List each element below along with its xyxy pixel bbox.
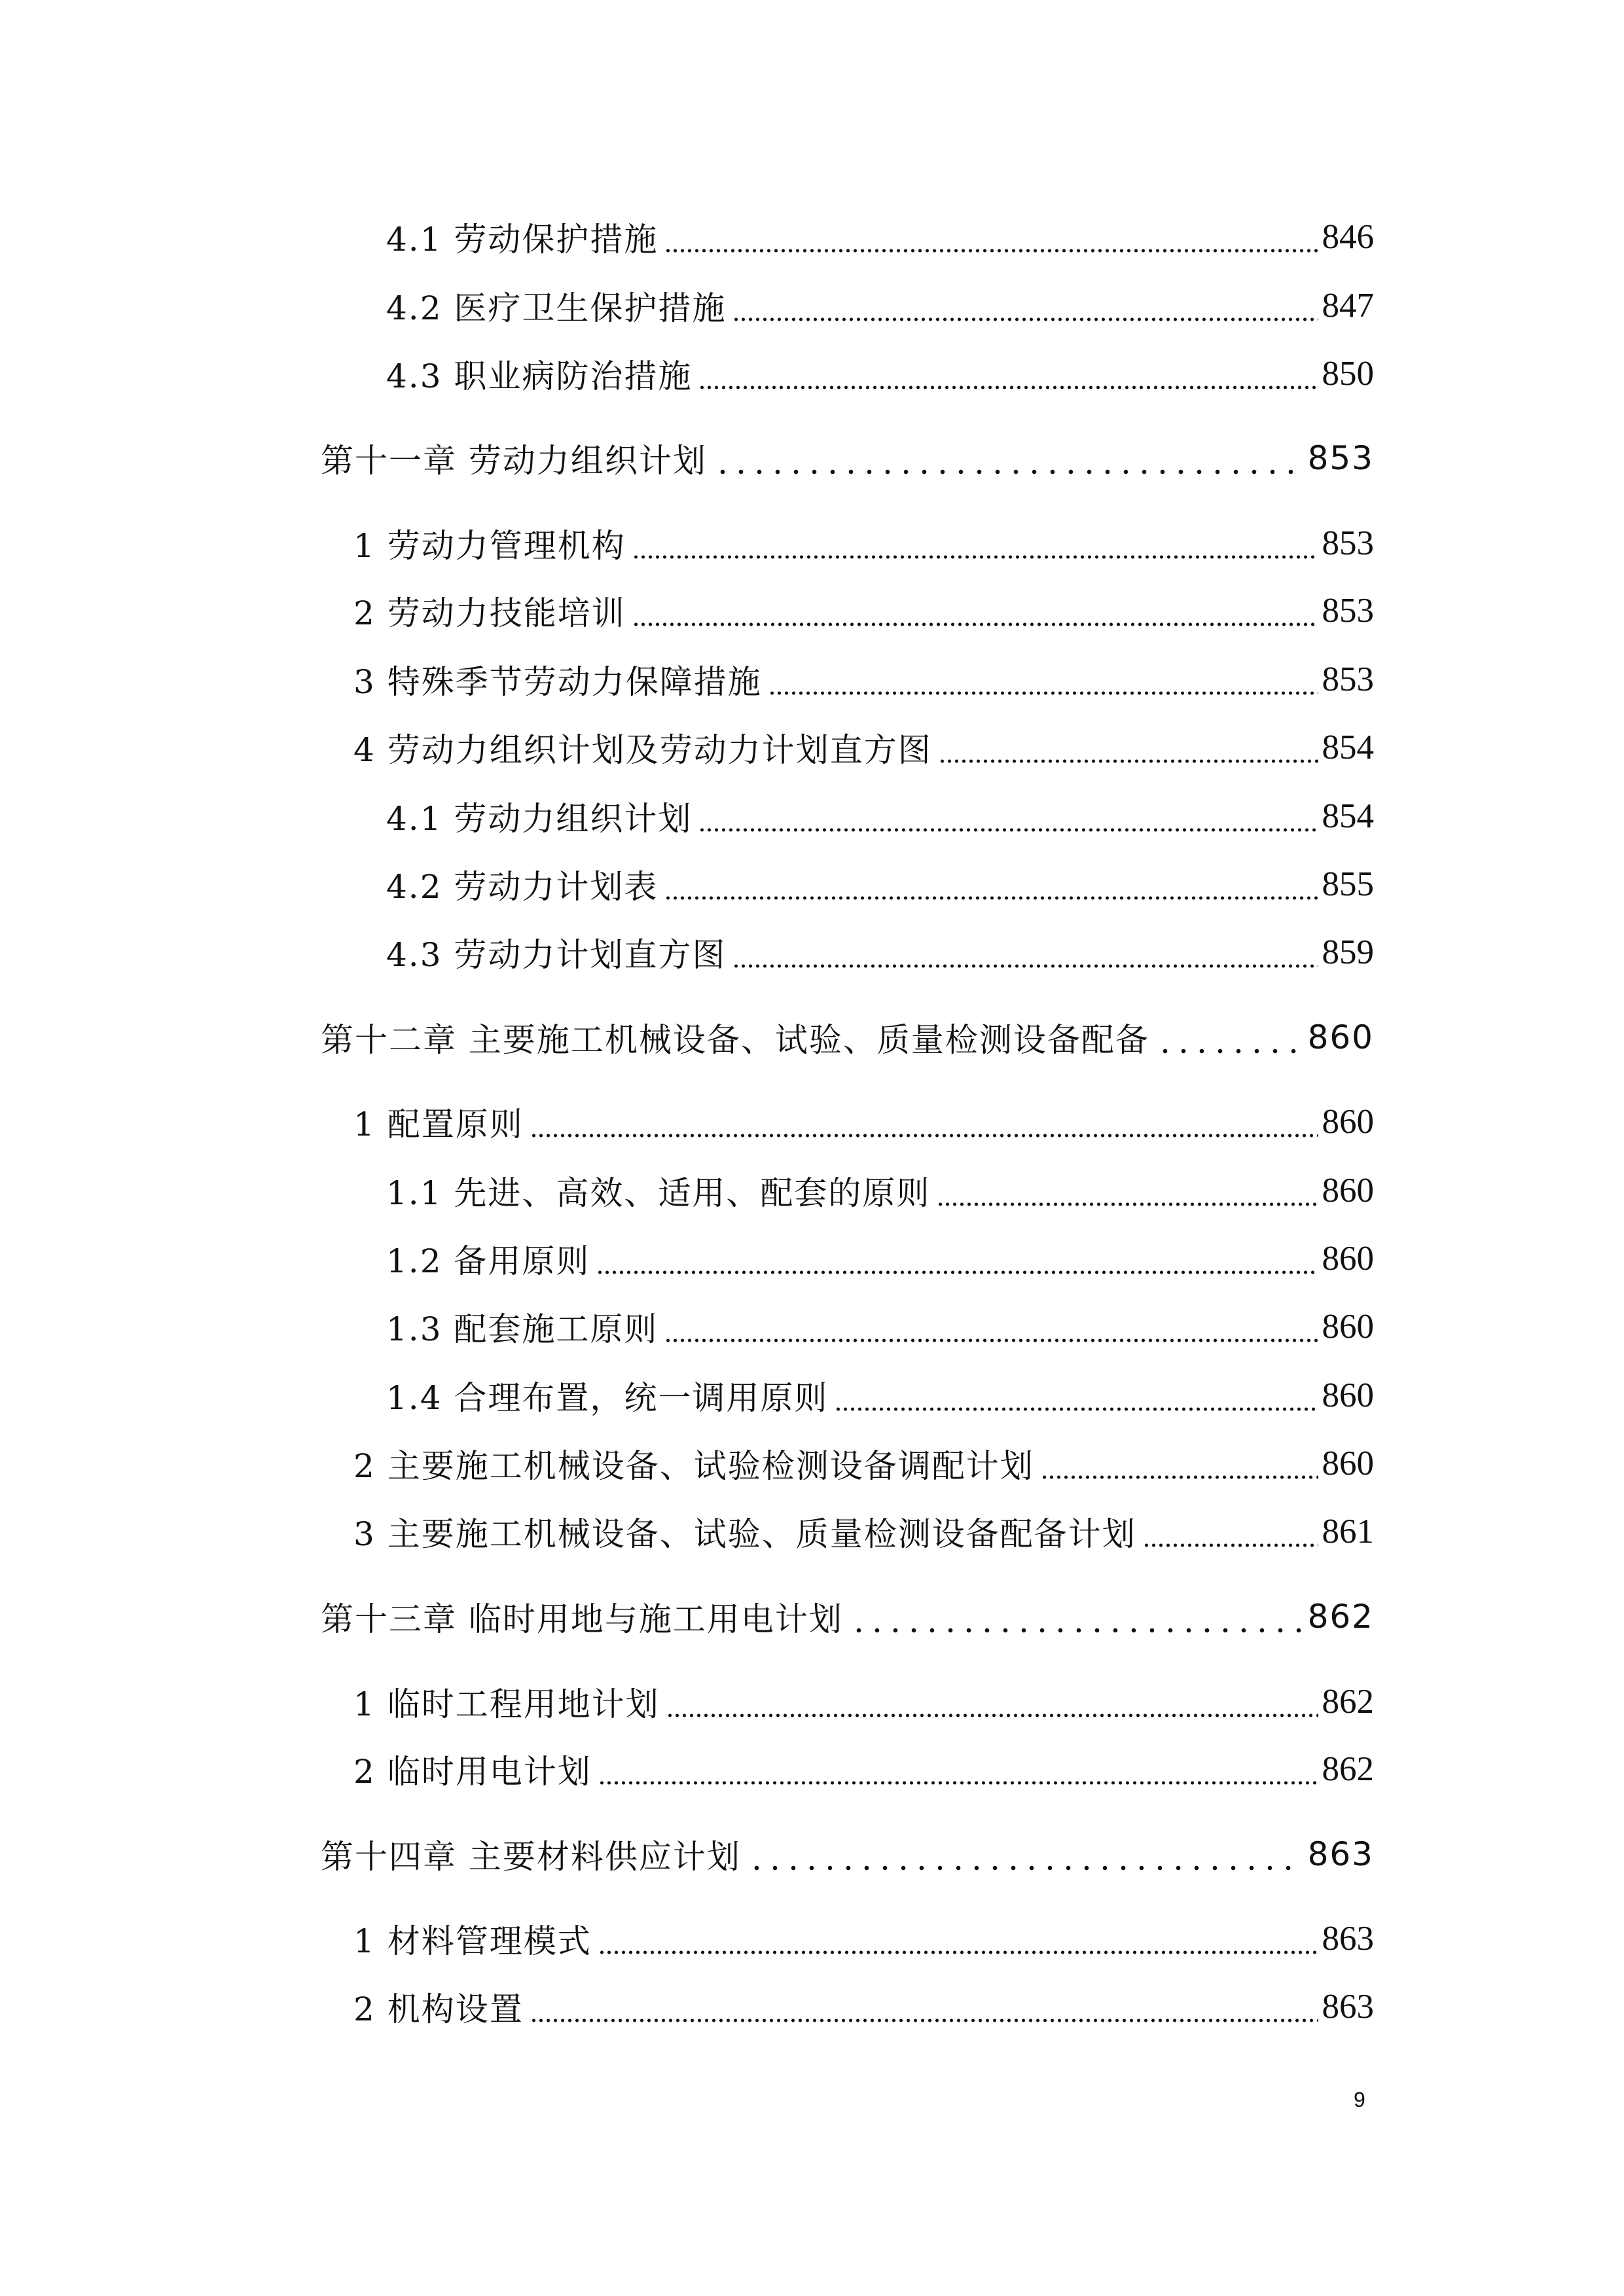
toc-entry[interactable] <box>353 517 1374 569</box>
toc-entry-label: 1 配置原则 <box>353 1105 524 1143</box>
toc-entry-label: 4.2 劳动力计划表 <box>386 868 659 906</box>
toc-entry[interactable] <box>353 653 1374 706</box>
toc-chapter-page: 863 <box>1307 1835 1374 1873</box>
toc-chapter-page: 853 <box>1307 439 1374 477</box>
toc-entry-page: 853 <box>1322 592 1374 630</box>
dot-leader <box>698 800 1318 833</box>
toc-entry[interactable] <box>353 721 1374 774</box>
toc-entry[interactable] <box>386 1232 1374 1285</box>
dot-leader <box>664 868 1318 901</box>
toc-entry-page: 861 <box>1322 1513 1374 1551</box>
toc-entry-page: 855 <box>1322 865 1374 903</box>
toc-entry-label: 4.1 劳动保护措施 <box>386 221 659 259</box>
toc-chapter-page: 862 <box>1307 1598 1374 1636</box>
toc-entry-label: 4.3 劳动力计划直方图 <box>386 936 727 974</box>
toc-entry[interactable] <box>353 1743 1374 1795</box>
dot-leader <box>713 442 1304 475</box>
toc-entry-page: 860 <box>1322 1103 1374 1141</box>
toc-chapter-label: 第十二章 主要施工机械设备、试验、质量检测设备配备 <box>321 1021 1149 1059</box>
toc-entry-page: 862 <box>1322 1683 1374 1721</box>
dot-leader <box>768 663 1318 696</box>
toc-chapter-label: 第十四章 主要材料供应计划 <box>321 1838 741 1876</box>
toc-entry[interactable] <box>353 1676 1374 1728</box>
toc-entry[interactable] <box>353 1912 1374 1965</box>
toc-entry-label: 2 机构设置 <box>353 1990 524 2028</box>
dot-leader <box>632 594 1318 627</box>
toc-entry-label: 3 主要施工机械设备、试验、质量检测设备配备计划 <box>353 1515 1136 1553</box>
toc-entry-page: 853 <box>1322 524 1374 562</box>
dot-leader <box>632 527 1318 560</box>
toc-entry-page: 854 <box>1322 797 1374 835</box>
dot-leader <box>664 221 1318 253</box>
toc-entry-label: 1 材料管理模式 <box>353 1922 592 1960</box>
toc-entry[interactable] <box>386 279 1374 332</box>
toc-entry-page: 854 <box>1322 728 1374 766</box>
dot-leader <box>530 1990 1318 2023</box>
toc-entry-label: 1.3 配套施工原则 <box>386 1310 659 1348</box>
dot-leader <box>664 1310 1318 1343</box>
dot-leader <box>850 1600 1304 1633</box>
toc-entry[interactable] <box>353 1505 1374 1558</box>
toc-entry-label: 3 特殊季节劳动力保障措施 <box>353 663 762 701</box>
dot-leader <box>939 731 1318 764</box>
dot-leader <box>732 289 1318 322</box>
toc-entry-page: 860 <box>1322 1240 1374 1278</box>
toc-entry-label: 4.2 医疗卫生保护措施 <box>386 289 727 327</box>
dot-leader <box>937 1174 1318 1207</box>
toc-entry[interactable] <box>353 1437 1374 1490</box>
toc-entry[interactable] <box>386 211 1374 263</box>
toc-entry-page: 863 <box>1322 1988 1374 2026</box>
toc-entry-label: 1.2 备用原则 <box>386 1242 590 1280</box>
toc-entry[interactable] <box>386 858 1374 910</box>
dot-leader <box>835 1379 1318 1412</box>
toc-entry[interactable] <box>386 1369 1374 1422</box>
dot-leader <box>666 1685 1318 1718</box>
toc-chapter-entry[interactable] <box>321 1011 1374 1064</box>
toc-entry-label: 1 临时工程用地计划 <box>353 1685 660 1723</box>
dot-leader <box>598 1922 1318 1955</box>
toc-chapter-entry[interactable] <box>321 1828 1374 1880</box>
toc-entry[interactable] <box>353 1981 1374 2033</box>
toc-chapter-entry[interactable] <box>321 1590 1374 1643</box>
dot-leader <box>732 936 1318 969</box>
toc-chapter-entry[interactable] <box>321 432 1374 484</box>
dot-leader <box>530 1105 1318 1138</box>
toc-entry-page: 859 <box>1322 933 1374 971</box>
toc-entry-label: 1.1 先进、高效、适用、配套的原则 <box>386 1174 931 1212</box>
toc-entry-label: 2 劳动力技能培训 <box>353 594 626 632</box>
dot-leader <box>748 1838 1304 1871</box>
toc-entry-page: 863 <box>1322 1920 1374 1958</box>
toc-entry[interactable] <box>386 1164 1374 1217</box>
toc-entry[interactable] <box>386 790 1374 842</box>
toc-entry-page: 862 <box>1322 1750 1374 1788</box>
toc-entry[interactable] <box>386 1300 1374 1353</box>
toc-entry-page: 850 <box>1322 355 1374 393</box>
toc-entry-label: 4 劳动力组织计划及劳动力计划直方图 <box>353 731 932 769</box>
toc-entry-page: 853 <box>1322 660 1374 698</box>
toc-entry-page: 860 <box>1322 1376 1374 1414</box>
toc-chapter-label: 第十三章 临时用地与施工用电计划 <box>321 1600 843 1638</box>
toc-entry-label: 1 劳动力管理机构 <box>353 527 626 565</box>
toc-entry[interactable] <box>386 348 1374 400</box>
toc-entry-page: 860 <box>1322 1444 1374 1482</box>
toc-entry-page: 860 <box>1322 1172 1374 1210</box>
toc-entry-page: 847 <box>1322 287 1374 325</box>
toc-entry-label: 4.3 职业病防治措施 <box>386 357 693 395</box>
toc-entry[interactable] <box>386 926 1374 978</box>
dot-leader <box>1143 1515 1318 1548</box>
toc-entry[interactable] <box>353 1096 1374 1148</box>
dot-leader <box>698 357 1318 390</box>
toc-entry-page: 860 <box>1322 1308 1374 1346</box>
toc-entry-page: 846 <box>1322 218 1374 256</box>
toc-entry[interactable] <box>353 584 1374 637</box>
toc-entry-label: 2 临时用电计划 <box>353 1753 592 1791</box>
toc-entry-label: 1.4 合理布置，统一调用原则 <box>386 1379 829 1417</box>
toc-chapter-label: 第十一章 劳动力组织计划 <box>321 442 707 480</box>
dot-leader <box>1041 1447 1318 1480</box>
page-number: 9 <box>1354 2088 1365 2111</box>
dot-leader <box>1156 1021 1304 1054</box>
dot-leader <box>596 1242 1318 1275</box>
toc-entry-label: 2 主要施工机械设备、试验检测设备调配计划 <box>353 1447 1034 1485</box>
dot-leader <box>598 1753 1318 1785</box>
toc-chapter-page: 860 <box>1307 1018 1374 1056</box>
toc-entry-label: 4.1 劳动力组织计划 <box>386 800 693 838</box>
